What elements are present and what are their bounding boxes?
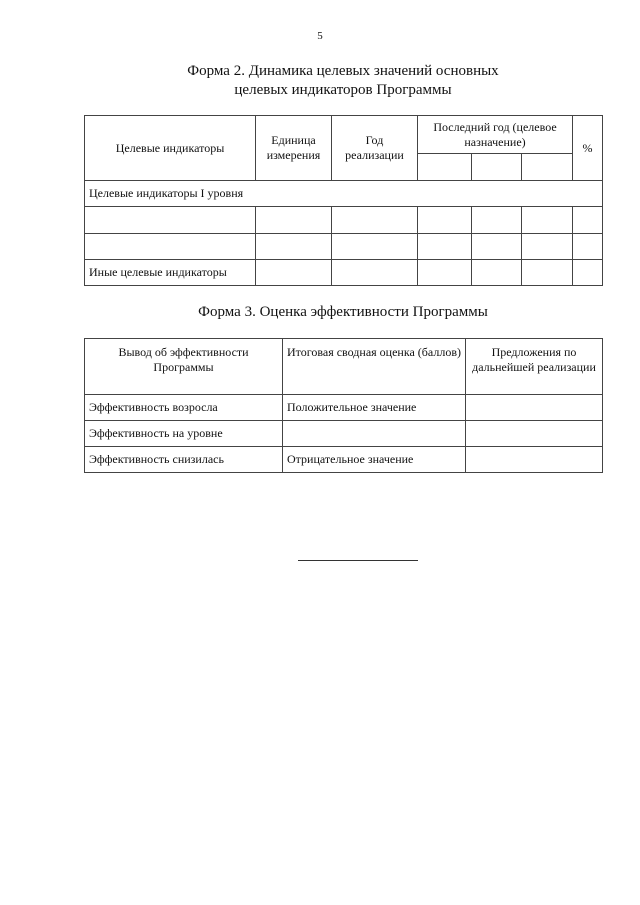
row-proposals xyxy=(466,421,603,447)
table-cell xyxy=(573,234,603,260)
table-row xyxy=(85,207,603,234)
row-level1-label: Целевые индикаторы I уровня xyxy=(85,181,603,207)
header-conclusion: Вывод об эффективности Программы xyxy=(85,339,283,395)
form3-title: Форма 3. Оценка эффективности Программы xyxy=(198,304,488,320)
table-cell xyxy=(522,207,573,234)
header-last-year: Последний год (целевое назначение) xyxy=(418,116,573,154)
row-proposals xyxy=(466,447,603,473)
header-percent: % xyxy=(573,116,603,181)
signature-line xyxy=(298,560,418,561)
header-score: Итоговая сводная оценка (баллов) xyxy=(283,339,466,395)
table-cell xyxy=(573,260,603,286)
table-cell xyxy=(472,154,522,181)
row-conclusion: Эффективность возросла xyxy=(85,395,283,421)
table-cell xyxy=(522,260,573,286)
table-cell xyxy=(332,234,418,260)
table-cell xyxy=(256,234,332,260)
table-cell xyxy=(418,234,472,260)
table-cell xyxy=(332,207,418,234)
table-row xyxy=(85,234,603,260)
row-proposals xyxy=(466,395,603,421)
form2-other-row xyxy=(85,260,603,286)
form2-header-row xyxy=(85,116,603,154)
table-cell xyxy=(418,207,472,234)
form3-table xyxy=(84,338,603,473)
table-row xyxy=(85,395,603,421)
table-cell xyxy=(522,154,573,181)
form2-title xyxy=(84,62,602,100)
row-conclusion: Эффективность снизилась xyxy=(85,447,283,473)
form2-level1-row xyxy=(85,181,603,207)
header-indicators: Целевые индикаторы xyxy=(85,116,256,181)
table-row xyxy=(85,421,603,447)
table-row xyxy=(85,447,603,473)
table-cell xyxy=(256,207,332,234)
header-year: Год реализации xyxy=(332,116,418,181)
row-score: Положительное значение xyxy=(283,395,466,421)
form2-title-line2: целевых индикаторов Программы xyxy=(234,82,452,98)
row-score xyxy=(283,421,466,447)
table-cell xyxy=(472,234,522,260)
form2-title-line1: Форма 2. Динамика целевых значений основных xyxy=(187,63,499,79)
table-cell xyxy=(418,260,472,286)
table-cell xyxy=(332,260,418,286)
table-cell xyxy=(472,207,522,234)
row-other-label: Иные целевые индикаторы xyxy=(85,260,256,286)
page-number: 5 xyxy=(317,30,323,42)
table-cell xyxy=(85,207,256,234)
table-cell xyxy=(472,260,522,286)
form2-table xyxy=(84,115,603,286)
table-cell xyxy=(85,234,256,260)
table-cell xyxy=(256,260,332,286)
row-conclusion: Эффективность на уровне xyxy=(85,421,283,447)
table-cell xyxy=(418,154,472,181)
header-proposals: Предложения по дальнейшей реализации xyxy=(466,339,603,395)
table-cell xyxy=(522,234,573,260)
header-unit: Единица измерения xyxy=(256,116,332,181)
form3-header-row xyxy=(85,339,603,395)
table-cell xyxy=(573,207,603,234)
row-score: Отрицательное значение xyxy=(283,447,466,473)
